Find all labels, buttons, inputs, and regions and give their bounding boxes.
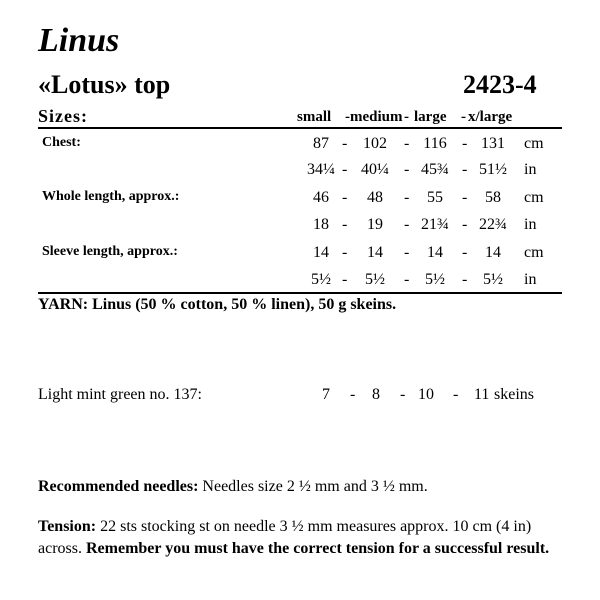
yarn-description: YARN: Linus (50 % cotton, 50 % linen), 50 g skeins. [38,296,397,313]
length-in-small: 18 [313,216,329,233]
dash: - [453,386,459,403]
pattern-title: «Lotus» top [38,70,171,99]
length-in-xlarge: 22¾ [479,216,507,233]
needles-text: Needles size 2 ½ mm and 3 ½ mm. [202,478,428,495]
sleeve-cm-small: 14 [313,244,329,261]
chest-cm-xlarge: 131 [481,135,505,152]
tension-paragraph [38,516,558,560]
unit-cm: cm [524,189,544,206]
dash: - [462,271,468,288]
dash: - [400,386,406,403]
size-header-large: large [414,109,447,125]
dash: - [404,244,410,261]
sleeve-in-xlarge: 5½ [483,271,503,288]
chest-in-small: 34¼ [307,161,335,178]
dash: - [462,161,468,178]
skeins-small: 7 [322,386,330,403]
dash: - [350,386,356,403]
size-header-small: small [297,109,332,125]
dash: - [342,161,348,178]
chest-in-medium: 40¼ [361,161,389,178]
chest-in-xlarge: 51½ [479,161,507,178]
tension-emphasis: Remember you must have the correct tension for a successful result. [85,540,550,557]
row-label-chest: Chest: [42,135,81,150]
needles-label: Recommended needles: [38,478,199,495]
row-label-whole-length: Whole length, approx.: [42,189,180,204]
dash: - [404,271,410,288]
size-header-medium: medium [350,109,403,125]
sleeve-in-large: 5½ [425,271,445,288]
dash: - [462,189,468,206]
sleeve-cm-large: 14 [427,244,443,261]
chest-cm-medium: 102 [363,135,387,152]
sleeve-cm-xlarge: 14 [485,244,501,261]
size-header-xlarge: x/large [468,109,513,125]
skeins-unit: skeins [494,386,534,403]
needles-paragraph [38,476,558,498]
size-header-dash-1: - [345,109,350,125]
length-cm-xlarge: 58 [485,189,501,206]
length-in-medium: 19 [367,216,383,233]
tension-label: Tension: [38,518,97,535]
table-bottom-rule [38,292,562,294]
sleeve-in-medium: 5½ [365,271,385,288]
chest-cm-small: 87 [313,135,329,152]
dash: - [342,216,348,233]
skeins-large: 10 [418,386,434,403]
dash: - [342,244,348,261]
length-cm-medium: 48 [367,189,383,206]
unit-cm: cm [524,244,544,261]
unit-in: in [524,216,537,233]
color-label: Light mint green no. 137: [38,386,202,403]
row-label-sleeve-length: Sleeve length, approx.: [42,244,178,259]
brand-name: Linus [38,22,120,59]
tension-text: 22 sts stocking st on needle 3 ½ mm measures approx. 10 cm (4 in) across. [38,518,532,557]
size-header-dash-3: - [461,109,466,125]
sleeve-in-small: 5½ [311,271,331,288]
chest-in-large: 45¾ [421,161,449,178]
pattern-number: 2423-4 [463,70,537,99]
dash: - [404,189,410,206]
dash: - [462,244,468,261]
length-cm-large: 55 [427,189,443,206]
unit-in: in [524,271,537,288]
dash: - [462,216,468,233]
unit-cm: cm [524,135,544,152]
dash: - [342,189,348,206]
dash: - [462,135,468,152]
length-cm-small: 46 [313,189,329,206]
sleeve-cm-medium: 14 [367,244,383,261]
dash: - [342,271,348,288]
skeins-medium: 8 [372,386,380,403]
length-in-large: 21¾ [421,216,449,233]
size-header-dash-2: - [404,109,409,125]
dash: - [404,161,410,178]
sizes-label: Sizes: [38,106,88,126]
chest-cm-large: 116 [423,135,447,152]
skeins-xlarge: 11 [474,386,490,403]
dash: - [404,135,410,152]
header-rule [38,127,562,129]
dash: - [404,216,410,233]
unit-in: in [524,161,537,178]
dash: - [342,135,348,152]
